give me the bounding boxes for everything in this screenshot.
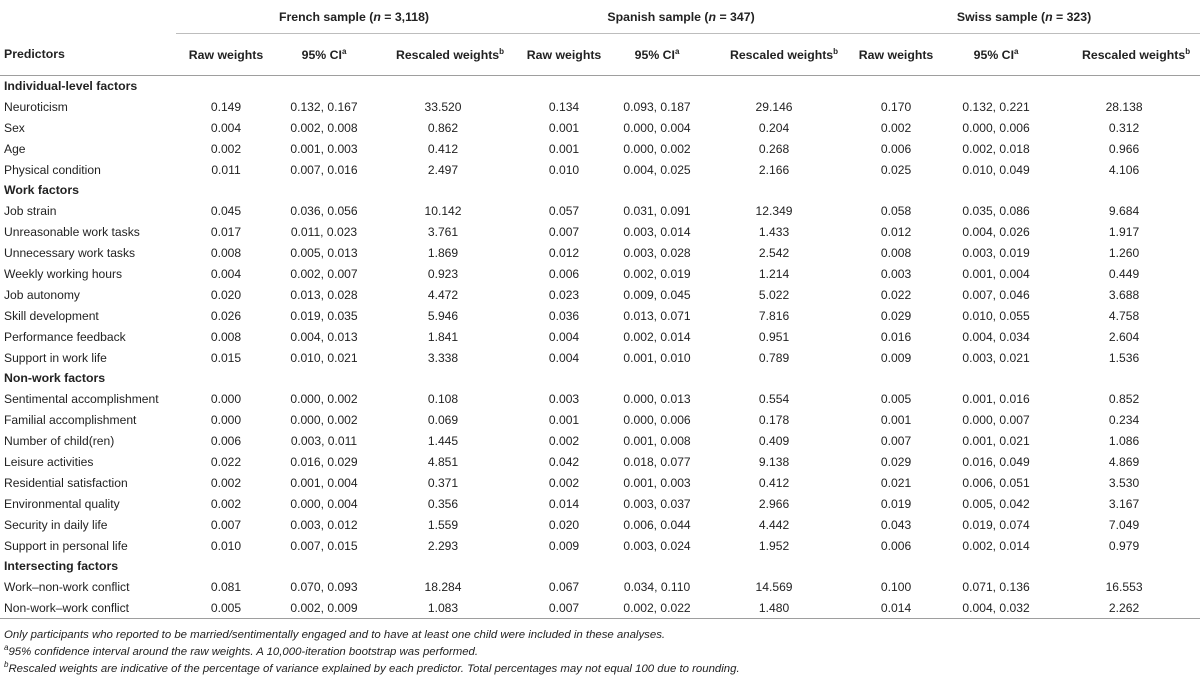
raw-weight-cell: 0.020: [548, 517, 580, 532]
rescaled-weight-cell: 0.178: [758, 412, 790, 427]
ci-cell: 0.016, 0.029: [290, 454, 358, 469]
rescaled-weight-cell: 2.542: [758, 245, 790, 260]
ci-cell: 0.005, 0.042: [962, 496, 1030, 511]
raw-weight-cell: 0.036: [548, 308, 580, 323]
french-sample-header: French sample (n = 3,118): [176, 0, 514, 34]
raw-weight-cell: 0.020: [210, 287, 242, 302]
raw-weight-cell: 0.006: [548, 266, 580, 281]
table-footnotes: [4, 627, 740, 678]
predictor-label: Age: [4, 141, 26, 156]
rescaled-weight-cell: 33.520: [424, 99, 462, 114]
raw-weight-cell: 0.001: [548, 141, 580, 156]
ci-cell: 0.001, 0.003: [623, 475, 691, 490]
raw-weight-cell: 0.023: [548, 287, 580, 302]
raw-weight-cell: 0.006: [880, 538, 912, 553]
ci-cell: 0.001, 0.016: [962, 391, 1030, 406]
rescaled-weight-cell: 10.142: [424, 203, 462, 218]
raw-weight-cell: 0.015: [210, 350, 242, 365]
ci-cell: 0.013, 0.028: [290, 287, 358, 302]
rescaled-weight-cell: 0.234: [1108, 412, 1140, 427]
raw-weight-cell: 0.002: [210, 496, 242, 511]
raw-weight-cell: 0.170: [880, 99, 912, 114]
ci-cell: 0.000, 0.007: [962, 412, 1030, 427]
predictor-label: Security in daily life: [4, 517, 108, 532]
rescaled-weight-cell: 2.166: [758, 162, 790, 177]
predictor-label: Environmental quality: [4, 496, 120, 511]
rescaled-weight-cell: 3.530: [1108, 475, 1140, 490]
ci-cell: 0.013, 0.071: [623, 308, 691, 323]
predictor-label: Support in work life: [4, 350, 107, 365]
raw-weight-cell: 0.010: [548, 162, 580, 177]
raw-weight-cell: 0.042: [548, 454, 580, 469]
raw-weight-cell: 0.014: [848, 597, 944, 619]
ci-cell: 0.005, 0.013: [290, 245, 358, 260]
rescaled-weight-cell: 0.204: [758, 120, 790, 135]
raw-weight-cell: 0.001: [548, 120, 580, 135]
ci-cell: 0.031, 0.091: [623, 203, 691, 218]
rescaled-weight-cell: 1.952: [758, 538, 790, 553]
rescaled-weight-cell: 3.688: [1108, 287, 1140, 302]
ci-cell: 0.001, 0.004: [290, 475, 358, 490]
rescaled-weight-cell: 4.106: [1108, 162, 1140, 177]
ci-cell: 0.004, 0.013: [290, 329, 358, 344]
rescaled-weight-cell: 1.083: [372, 597, 514, 619]
rescaled-weight-cell: 7.049: [1108, 517, 1140, 532]
rescaled-weight-cell: 0.966: [1108, 141, 1140, 156]
table-row: [0, 576, 1200, 597]
rescaled-weight-cell: 0.312: [1108, 120, 1140, 135]
footnote-a: $^a$95% confidence interval around the raw weights. A 10,000-iteration bootstrap was performed.: [4, 643, 479, 658]
predictors-header: Predictors: [0, 34, 176, 76]
table-row: [0, 347, 1200, 368]
ci-cell: 0.000, 0.004: [290, 496, 358, 511]
rescaled-weights-header: Rescaled weights$^b$: [1048, 34, 1200, 76]
table-row: [0, 138, 1200, 159]
raw-weight-cell: 0.005: [176, 597, 276, 619]
raw-weight-cell: 0.081: [210, 579, 242, 594]
predictor-label: Weekly working hours: [4, 266, 123, 281]
rescaled-weight-cell: 1.869: [427, 245, 459, 260]
rescaled-weights-header: Rescaled weights$^b$: [700, 34, 848, 76]
predictor-label: Job strain: [4, 203, 57, 218]
table-row: [0, 221, 1200, 242]
raw-weight-cell: 0.022: [880, 287, 912, 302]
raw-weight-cell: 0.029: [880, 454, 912, 469]
table-row: [0, 326, 1200, 347]
table-row: [0, 117, 1200, 138]
rescaled-weight-cell: 2.604: [1108, 329, 1140, 344]
ci-cell: 0.001, 0.004: [962, 266, 1030, 281]
raw-weight-cell: 0.002: [210, 475, 242, 490]
rescaled-weight-cell: 5.022: [758, 287, 790, 302]
raw-weights-header: Raw weights: [514, 34, 614, 76]
predictor-label: Residential satisfaction: [4, 475, 128, 490]
predictor-label: Unnecessary work tasks: [4, 245, 136, 260]
table-row: [0, 263, 1200, 284]
raw-weight-cell: 0.011: [211, 162, 241, 177]
rescaled-weight-cell: 0.979: [1108, 538, 1140, 553]
ci-cell: 0.018, 0.077: [623, 454, 691, 469]
table-body: [0, 76, 1200, 619]
raw-weight-cell: 0.022: [210, 454, 242, 469]
ci-cell: 0.002, 0.014: [623, 329, 691, 344]
raw-weight-cell: 0.029: [880, 308, 912, 323]
predictor-label: Number of child(ren): [4, 433, 115, 448]
ci-cell: 0.006, 0.051: [962, 475, 1030, 490]
rescaled-weight-cell: 2.262: [1048, 597, 1200, 619]
ci-cell: 0.009, 0.045: [623, 287, 691, 302]
ci-cell: 0.000, 0.006: [623, 412, 691, 427]
rescaled-weight-cell: 1.086: [1108, 433, 1140, 448]
raw-weight-cell: 0.058: [880, 203, 912, 218]
rescaled-weight-cell: 4.472: [427, 287, 459, 302]
predictor-label: Work–non-work conflict: [4, 579, 130, 594]
table-row: [0, 284, 1200, 305]
footnote-main: Only participants who reported to be married/sentimentally engaged and to have at least one child were included in these analyses.: [4, 629, 666, 641]
rescaled-weight-cell: 28.138: [1105, 99, 1143, 114]
ci-cell: 0.002, 0.008: [290, 120, 358, 135]
predictor-label: Performance feedback: [4, 329, 126, 344]
raw-weight-cell: 0.004: [210, 266, 242, 281]
section-title: Work factors: [4, 183, 79, 197]
rescaled-weight-cell: 0.862: [427, 120, 459, 135]
ci-cell: 0.035, 0.086: [962, 203, 1030, 218]
ci-cell: 0.001, 0.021: [962, 433, 1030, 448]
ci-cell: 0.000, 0.002: [290, 412, 358, 427]
rescaled-weights-header: Rescaled weights$^b$: [372, 34, 514, 76]
raw-weight-cell: 0.012: [880, 224, 912, 239]
raw-weight-cell: 0.021: [880, 475, 912, 490]
raw-weight-cell: 0.007: [880, 433, 912, 448]
raw-weight-cell: 0.007: [514, 597, 614, 619]
rescaled-weight-cell: 0.268: [758, 141, 790, 156]
raw-weight-cell: 0.045: [210, 203, 242, 218]
rescaled-weight-cell: 18.284: [424, 579, 462, 594]
raw-weight-cell: 0.002: [548, 475, 580, 490]
rescaled-weight-cell: 1.260: [1108, 245, 1140, 260]
ci-header: 95% $CI^a$: [614, 34, 700, 76]
predictor-label: Sex: [4, 120, 25, 135]
predictor-label: Leisure activities: [4, 454, 94, 469]
raw-weight-cell: 0.014: [548, 496, 580, 511]
rescaled-weight-cell: 0.108: [427, 391, 459, 406]
ci-header: 95% $CI^a$: [276, 34, 372, 76]
ci-cell: 0.132, 0.221: [962, 99, 1030, 114]
raw-weight-cell: 0.025: [880, 162, 912, 177]
raw-weight-cell: 0.026: [210, 308, 242, 323]
rescaled-weight-cell: 12.349: [755, 203, 793, 218]
ci-cell: 0.070, 0.093: [290, 579, 358, 594]
predictor-label: Support in personal life: [4, 538, 128, 553]
rescaled-weight-cell: 0.409: [758, 433, 790, 448]
ci-cell: 0.016, 0.049: [962, 454, 1030, 469]
ci-header: 95% $CI^a$: [944, 34, 1048, 76]
rescaled-weight-cell: 0.371: [427, 475, 459, 490]
rescaled-weight-cell: 0.356: [427, 496, 459, 511]
ci-cell: 0.003, 0.011: [290, 433, 358, 448]
raw-weights-header: Raw weights: [176, 34, 276, 76]
ci-cell: 0.093, 0.187: [623, 99, 691, 114]
table-row: [0, 472, 1200, 493]
section-title: Intersecting factors: [4, 559, 119, 573]
raw-weight-cell: 0.004: [548, 350, 580, 365]
ci-cell: 0.003, 0.019: [962, 245, 1030, 260]
swiss-sample-header: Swiss sample (n = 323): [848, 0, 1200, 34]
rescaled-weight-cell: 3.167: [1108, 496, 1140, 511]
raw-weight-cell: 0.017: [210, 224, 242, 239]
table-row: [0, 305, 1200, 326]
ci-cell: 0.003, 0.014: [623, 224, 691, 239]
raw-weight-cell: 0.002: [210, 141, 242, 156]
raw-weight-cell: 0.002: [548, 433, 580, 448]
raw-weights-header: Raw weights: [848, 34, 944, 76]
table-row: [0, 514, 1200, 535]
ci-cell: 0.004, 0.026: [962, 224, 1030, 239]
section-header-row: [0, 556, 1200, 576]
raw-weight-cell: 0.001: [880, 412, 912, 427]
raw-weight-cell: 0.019: [880, 496, 912, 511]
ci-cell: 0.004, 0.032: [944, 597, 1048, 619]
spanish-sample-header: Spanish sample (n = 347): [514, 0, 848, 34]
rescaled-weight-cell: 0.412: [427, 141, 459, 156]
ci-cell: 0.004, 0.025: [623, 162, 691, 177]
rescaled-weight-cell: 9.138: [758, 454, 790, 469]
rescaled-weight-cell: 0.412: [758, 475, 790, 490]
ci-cell: 0.000, 0.013: [623, 391, 691, 406]
ci-cell: 0.011, 0.023: [290, 224, 358, 239]
predictor-label: Non-work–work conflict: [0, 597, 176, 619]
section-header-row: [0, 76, 1200, 97]
raw-weight-cell: 0.134: [548, 99, 580, 114]
rescaled-weight-cell: 0.852: [1108, 391, 1140, 406]
rescaled-weight-cell: 0.923: [427, 266, 459, 281]
ci-cell: 0.004, 0.034: [962, 329, 1030, 344]
ci-cell: 0.001, 0.003: [290, 141, 358, 156]
raw-weight-cell: 0.100: [880, 579, 912, 594]
rescaled-weight-cell: 5.946: [427, 308, 459, 323]
raw-weight-cell: 0.149: [210, 99, 242, 114]
table-row: [0, 493, 1200, 514]
rescaled-weight-cell: 14.569: [755, 579, 793, 594]
rescaled-weight-cell: 1.536: [1108, 350, 1140, 365]
ci-cell: 0.010, 0.049: [962, 162, 1030, 177]
section-header-row: [0, 180, 1200, 200]
rescaled-weight-cell: 1.214: [758, 266, 790, 281]
rescaled-weight-cell: 29.146: [755, 99, 793, 114]
ci-cell: 0.034, 0.110: [623, 579, 691, 594]
rescaled-weight-cell: 16.553: [1105, 579, 1143, 594]
rescaled-weight-cell: 0.069: [427, 412, 459, 427]
predictor-label: Neuroticism: [4, 99, 68, 114]
ci-cell: 0.002, 0.014: [962, 538, 1030, 553]
ci-cell: 0.007, 0.015: [290, 538, 358, 553]
ci-cell: 0.002, 0.018: [962, 141, 1030, 156]
rescaled-weight-cell: 4.442: [758, 517, 790, 532]
sample-group-header-row: [0, 0, 1200, 34]
table-row: [0, 535, 1200, 556]
predictor-label: Sentimental accomplishment: [4, 391, 159, 406]
raw-weight-cell: 0.067: [548, 579, 580, 594]
rescaled-weight-cell: 3.761: [427, 224, 459, 239]
raw-weight-cell: 0.016: [880, 329, 912, 344]
raw-weight-cell: 0.003: [548, 391, 580, 406]
ci-cell: 0.001, 0.008: [623, 433, 691, 448]
ci-cell: 0.019, 0.074: [962, 517, 1030, 532]
rescaled-weight-cell: 1.433: [758, 224, 790, 239]
raw-weight-cell: 0.004: [548, 329, 580, 344]
ci-cell: 0.000, 0.002: [623, 141, 691, 156]
table-row: [0, 597, 1200, 619]
raw-weight-cell: 0.000: [210, 412, 242, 427]
section-title: Non-work factors: [4, 371, 106, 385]
ci-cell: 0.006, 0.044: [623, 517, 691, 532]
raw-weight-cell: 0.004: [210, 120, 242, 135]
table-row: [0, 388, 1200, 409]
raw-weight-cell: 0.000: [210, 391, 242, 406]
predictor-label: Physical condition: [4, 162, 101, 177]
predictor-label: Unreasonable work tasks: [4, 224, 140, 239]
column-header-row: [0, 34, 1200, 76]
ci-cell: 0.132, 0.167: [290, 99, 358, 114]
table-row: [0, 159, 1200, 180]
raw-weight-cell: 0.008: [210, 329, 242, 344]
ci-cell: 0.000, 0.002: [290, 391, 358, 406]
raw-weight-cell: 0.007: [210, 517, 242, 532]
rescaled-weight-cell: 7.816: [758, 308, 790, 323]
rescaled-weight-cell: 0.554: [758, 391, 790, 406]
ci-cell: 0.001, 0.010: [623, 350, 691, 365]
rescaled-weight-cell: 4.758: [1108, 308, 1140, 323]
table-row: [0, 430, 1200, 451]
raw-weight-cell: 0.009: [548, 538, 580, 553]
rescaled-weight-cell: 1.841: [427, 329, 459, 344]
raw-weight-cell: 0.009: [880, 350, 912, 365]
ci-cell: 0.003, 0.037: [623, 496, 691, 511]
table-row: [0, 451, 1200, 472]
rescaled-weight-cell: 0.789: [758, 350, 790, 365]
raw-weight-cell: 0.008: [880, 245, 912, 260]
raw-weight-cell: 0.002: [880, 120, 912, 135]
ci-cell: 0.002, 0.019: [623, 266, 691, 281]
raw-weight-cell: 0.043: [880, 517, 912, 532]
rescaled-weight-cell: 3.338: [427, 350, 459, 365]
rescaled-weight-cell: 0.449: [1108, 266, 1140, 281]
rescaled-weight-cell: 2.293: [427, 538, 459, 553]
ci-cell: 0.003, 0.024: [623, 538, 691, 553]
ci-cell: 0.000, 0.004: [623, 120, 691, 135]
rescaled-weight-cell: 2.497: [427, 162, 459, 177]
raw-weight-cell: 0.008: [210, 245, 242, 260]
rescaled-weight-cell: 4.869: [1108, 454, 1140, 469]
table-row: [0, 242, 1200, 263]
predictor-label: Job autonomy: [4, 287, 80, 302]
ci-cell: 0.002, 0.009: [276, 597, 372, 619]
footnote-b: $^b$Rescaled weights are indicative of the percentage of variance explained by each predictor. Total percentages may not equal 100 due to rounding.: [4, 660, 740, 675]
ci-cell: 0.000, 0.006: [962, 120, 1030, 135]
table-row: [0, 409, 1200, 430]
ci-cell: 0.003, 0.028: [623, 245, 691, 260]
predictor-label: Skill development: [4, 308, 99, 323]
raw-weight-cell: 0.007: [548, 224, 580, 239]
table-row: [0, 96, 1200, 117]
ci-cell: 0.071, 0.136: [962, 579, 1030, 594]
raw-weight-cell: 0.012: [548, 245, 580, 260]
ci-cell: 0.019, 0.035: [290, 308, 358, 323]
rescaled-weight-cell: 1.559: [427, 517, 459, 532]
section-title: Individual-level factors: [4, 79, 138, 93]
ci-cell: 0.002, 0.007: [290, 266, 358, 281]
raw-weight-cell: 0.005: [880, 391, 912, 406]
rescaled-weight-cell: 2.966: [758, 496, 790, 511]
raw-weight-cell: 0.010: [210, 538, 242, 553]
ci-cell: 0.036, 0.056: [290, 203, 358, 218]
ci-cell: 0.007, 0.046: [962, 287, 1030, 302]
rescaled-weight-cell: 1.917: [1108, 224, 1140, 239]
raw-weight-cell: 0.057: [548, 203, 580, 218]
raw-weight-cell: 0.003: [880, 266, 912, 281]
raw-weight-cell: 0.001: [548, 412, 580, 427]
rescaled-weight-cell: 1.480: [700, 597, 848, 619]
section-header-row: [0, 368, 1200, 388]
raw-weight-cell: 0.006: [880, 141, 912, 156]
ci-cell: 0.002, 0.022: [614, 597, 700, 619]
rescaled-weight-cell: 1.445: [427, 433, 459, 448]
table-row: [0, 200, 1200, 221]
ci-cell: 0.003, 0.021: [962, 350, 1030, 365]
rescaled-weight-cell: 9.684: [1108, 203, 1140, 218]
ci-cell: 0.003, 0.012: [290, 517, 358, 532]
raw-weight-cell: 0.006: [210, 433, 242, 448]
ci-cell: 0.010, 0.055: [962, 308, 1030, 323]
ci-cell: 0.007, 0.016: [290, 162, 358, 177]
ci-cell: 0.010, 0.021: [290, 350, 358, 365]
rescaled-weight-cell: 0.951: [758, 329, 790, 344]
predictor-label: Familial accomplishment: [4, 412, 137, 427]
rescaled-weight-cell: 4.851: [427, 454, 459, 469]
